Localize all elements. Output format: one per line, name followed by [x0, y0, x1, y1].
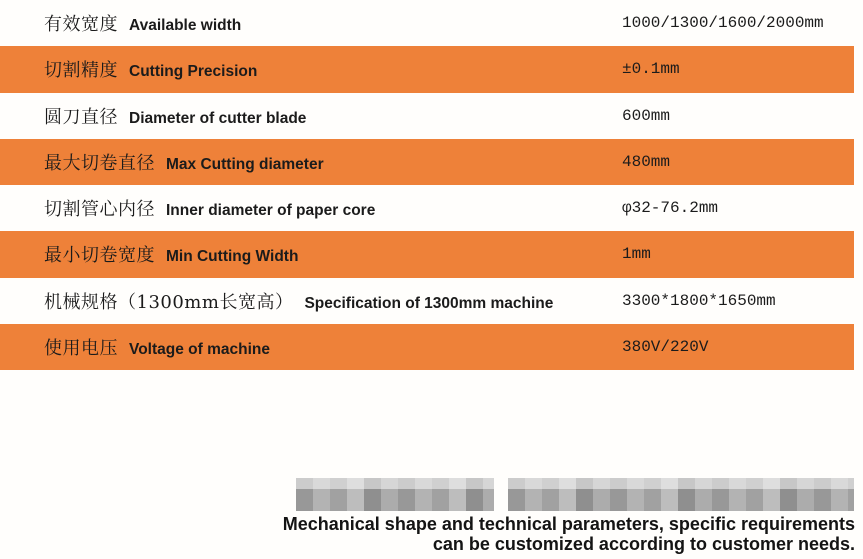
row-label-zh: 切割管心内径 — [44, 199, 155, 221]
footer-note — [283, 515, 855, 554]
row-label-zh: 最小切卷宽度 — [44, 245, 155, 267]
table-row — [0, 46, 854, 92]
row-label-zh: 圆刀直径 — [44, 106, 118, 128]
row-label — [0, 195, 375, 221]
table-row — [0, 278, 854, 324]
row-value: ±0.1mm — [622, 60, 680, 79]
row-label-en: Specification of 1300mm machine — [304, 294, 554, 312]
table-row — [0, 231, 854, 277]
row-label — [0, 103, 306, 129]
redacted-pixelated-region — [508, 478, 854, 511]
row-label-en: Cutting Precision — [129, 63, 258, 81]
footer-note-line2: can be customized according to customer needs. — [432, 533, 855, 554]
row-label-zh: 机械规格（1300mm长宽高） — [44, 291, 294, 313]
table-row — [0, 0, 854, 46]
row-label — [0, 334, 270, 360]
row-value: 1000/1300/1600/2000mm — [622, 14, 824, 33]
table-row — [0, 185, 854, 231]
row-value: 380V/220V — [622, 337, 709, 356]
table-row — [0, 324, 854, 370]
row-label-zh: 使用电压 — [44, 337, 118, 359]
redacted-pixelated-region — [296, 478, 494, 511]
row-value: 600mm — [622, 106, 671, 125]
row-label-en: Diameter of cutter blade — [129, 109, 307, 127]
row-label-zh: 有效宽度 — [44, 14, 118, 36]
row-value: 480mm — [622, 152, 671, 171]
table-row — [0, 93, 854, 139]
row-label-en: Inner diameter of paper core — [166, 202, 376, 220]
row-label-en: Max Cutting diameter — [166, 155, 324, 173]
footer-note-line1: Mechanical shape and technical parameters, specific requirements — [282, 514, 855, 534]
row-label-zh: 切割精度 — [44, 60, 118, 82]
row-label-en: Available width — [129, 17, 242, 35]
row-value: φ32-76.2mm — [622, 199, 719, 218]
row-label-en: Min Cutting Width — [166, 248, 299, 266]
row-label — [0, 56, 257, 82]
row-value: 3300*1800*1650mm — [622, 291, 776, 310]
row-label — [0, 149, 324, 175]
row-value: 1mm — [622, 245, 651, 264]
row-label — [0, 241, 298, 267]
row-label-zh: 最大切卷直径 — [44, 152, 155, 174]
row-label — [0, 288, 553, 314]
row-label — [0, 10, 241, 36]
row-label-en: Voltage of machine — [129, 340, 270, 358]
table-row — [0, 139, 854, 185]
